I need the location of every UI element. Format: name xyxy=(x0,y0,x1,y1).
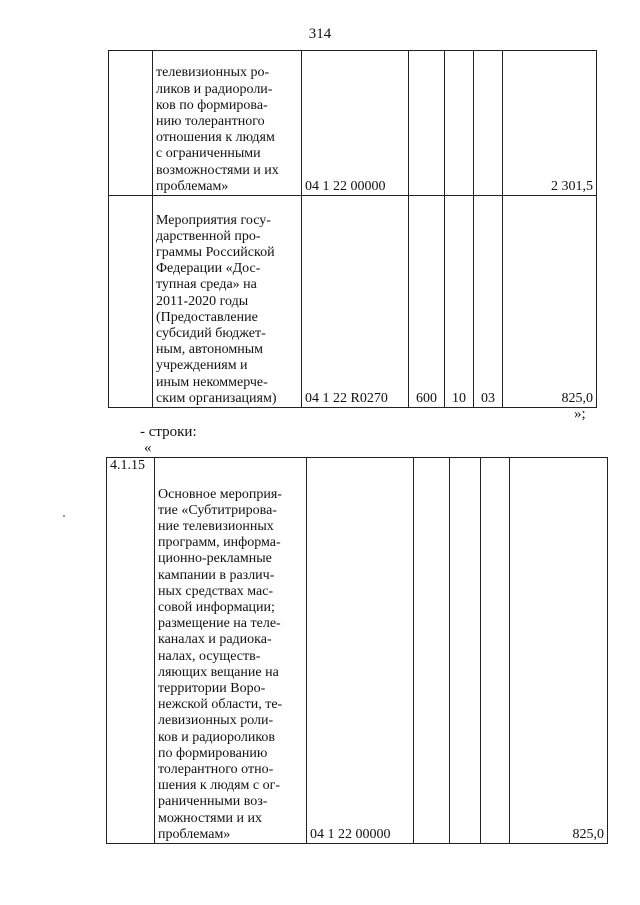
description-line: ционно-рекламные xyxy=(158,551,272,567)
page-number: 314 xyxy=(308,26,332,42)
description-line: ляющих вещание на xyxy=(158,664,279,680)
description-line: учреждениям и xyxy=(156,358,248,374)
description-line: программ, информа- xyxy=(158,535,281,551)
row-code-cell: 04 1 22 00000 xyxy=(307,458,414,844)
description-line: с ограниченными xyxy=(156,146,261,162)
row-pr-cell xyxy=(474,51,503,196)
description-line: проблемам» xyxy=(156,178,229,194)
description-line: Федерации «Дос- xyxy=(156,261,261,277)
row-number-cell xyxy=(109,196,153,408)
row-pr-cell: 03 xyxy=(474,196,503,408)
table-row xyxy=(109,51,597,196)
row-vr-cell: 600 xyxy=(409,196,445,408)
description-line: тие «Субтитрирова- xyxy=(158,502,277,518)
description-line: ков по формирова- xyxy=(156,97,268,113)
description-line: размещение на теле- xyxy=(158,616,281,632)
row-rz-cell xyxy=(450,458,481,844)
description-line: ние телевизионных xyxy=(158,518,274,534)
row-number-cell: 4.1.15 xyxy=(107,458,155,844)
description-line: Основное мероприя- xyxy=(158,486,282,502)
description-line: телевизионных ро- xyxy=(156,65,270,81)
row-amount-cell: 825,0 xyxy=(503,196,597,408)
description-line: по формированию xyxy=(158,745,268,761)
opening-quote: « xyxy=(144,440,152,456)
row-description-cell xyxy=(153,196,302,408)
row-description-cell xyxy=(153,51,302,196)
description-line: левизионных роли- xyxy=(158,713,274,729)
description-line: нежской области, те- xyxy=(158,697,283,713)
description-line: проблемам» xyxy=(158,826,231,842)
description-line: тупная среда» на xyxy=(156,277,257,293)
description-line: кампании в различ- xyxy=(158,567,275,583)
scan-speck xyxy=(63,515,65,517)
description-line: ков и радиороликов xyxy=(158,729,276,745)
row-number-cell xyxy=(109,51,153,196)
description-line: ликов и радиороли- xyxy=(156,81,273,97)
row-description-cell xyxy=(155,458,307,844)
row-vr-cell xyxy=(409,51,445,196)
description-line: граммы Российской xyxy=(156,244,275,260)
description-line: раниченными воз- xyxy=(158,794,268,810)
budget-table-bottom xyxy=(106,457,608,844)
description-line: каналах и радиока- xyxy=(158,632,272,648)
description-line: 2011-2020 годы xyxy=(156,293,249,309)
description-line: дарственной про- xyxy=(156,228,261,244)
row-amount-cell: 2 301,5 xyxy=(503,51,597,196)
description-line: иным некоммерче- xyxy=(156,374,268,390)
row-rz-cell: 10 xyxy=(445,196,474,408)
description-line: можностями и их xyxy=(158,810,262,826)
row-code-cell: 04 1 22 R0270 xyxy=(302,196,409,408)
row-pr-cell xyxy=(481,458,510,844)
description-line: возможностями и их xyxy=(156,162,279,178)
description-line: совой информации; xyxy=(158,599,275,615)
description-line: территории Воро- xyxy=(158,680,266,696)
description-line: шения к людям с ог- xyxy=(158,778,280,794)
description-line: ным, автономным xyxy=(156,342,264,358)
description-line: субсидий бюджет- xyxy=(156,325,266,341)
row-vr-cell xyxy=(414,458,450,844)
table-row xyxy=(109,196,597,408)
description-line: толерантного отно- xyxy=(158,761,274,777)
budget-table-top xyxy=(108,50,597,408)
row-rz-cell xyxy=(445,51,474,196)
row-code-cell: 04 1 22 00000 xyxy=(302,51,409,196)
description-line: нию толерантного xyxy=(156,113,265,129)
description-line: Мероприятия госу- xyxy=(156,212,271,228)
description-line: ных средствах мас- xyxy=(158,583,274,599)
table-row xyxy=(107,458,608,844)
rows-label: - строки: xyxy=(140,424,197,440)
description-line: (Предоставление xyxy=(156,309,258,325)
closing-quote: »; xyxy=(574,406,586,422)
row-amount-cell: 825,0 xyxy=(510,458,608,844)
description-line: ским организациям) xyxy=(156,390,277,406)
description-line: налах, осуществ- xyxy=(158,648,261,664)
description-line: отношения к людям xyxy=(156,130,275,146)
